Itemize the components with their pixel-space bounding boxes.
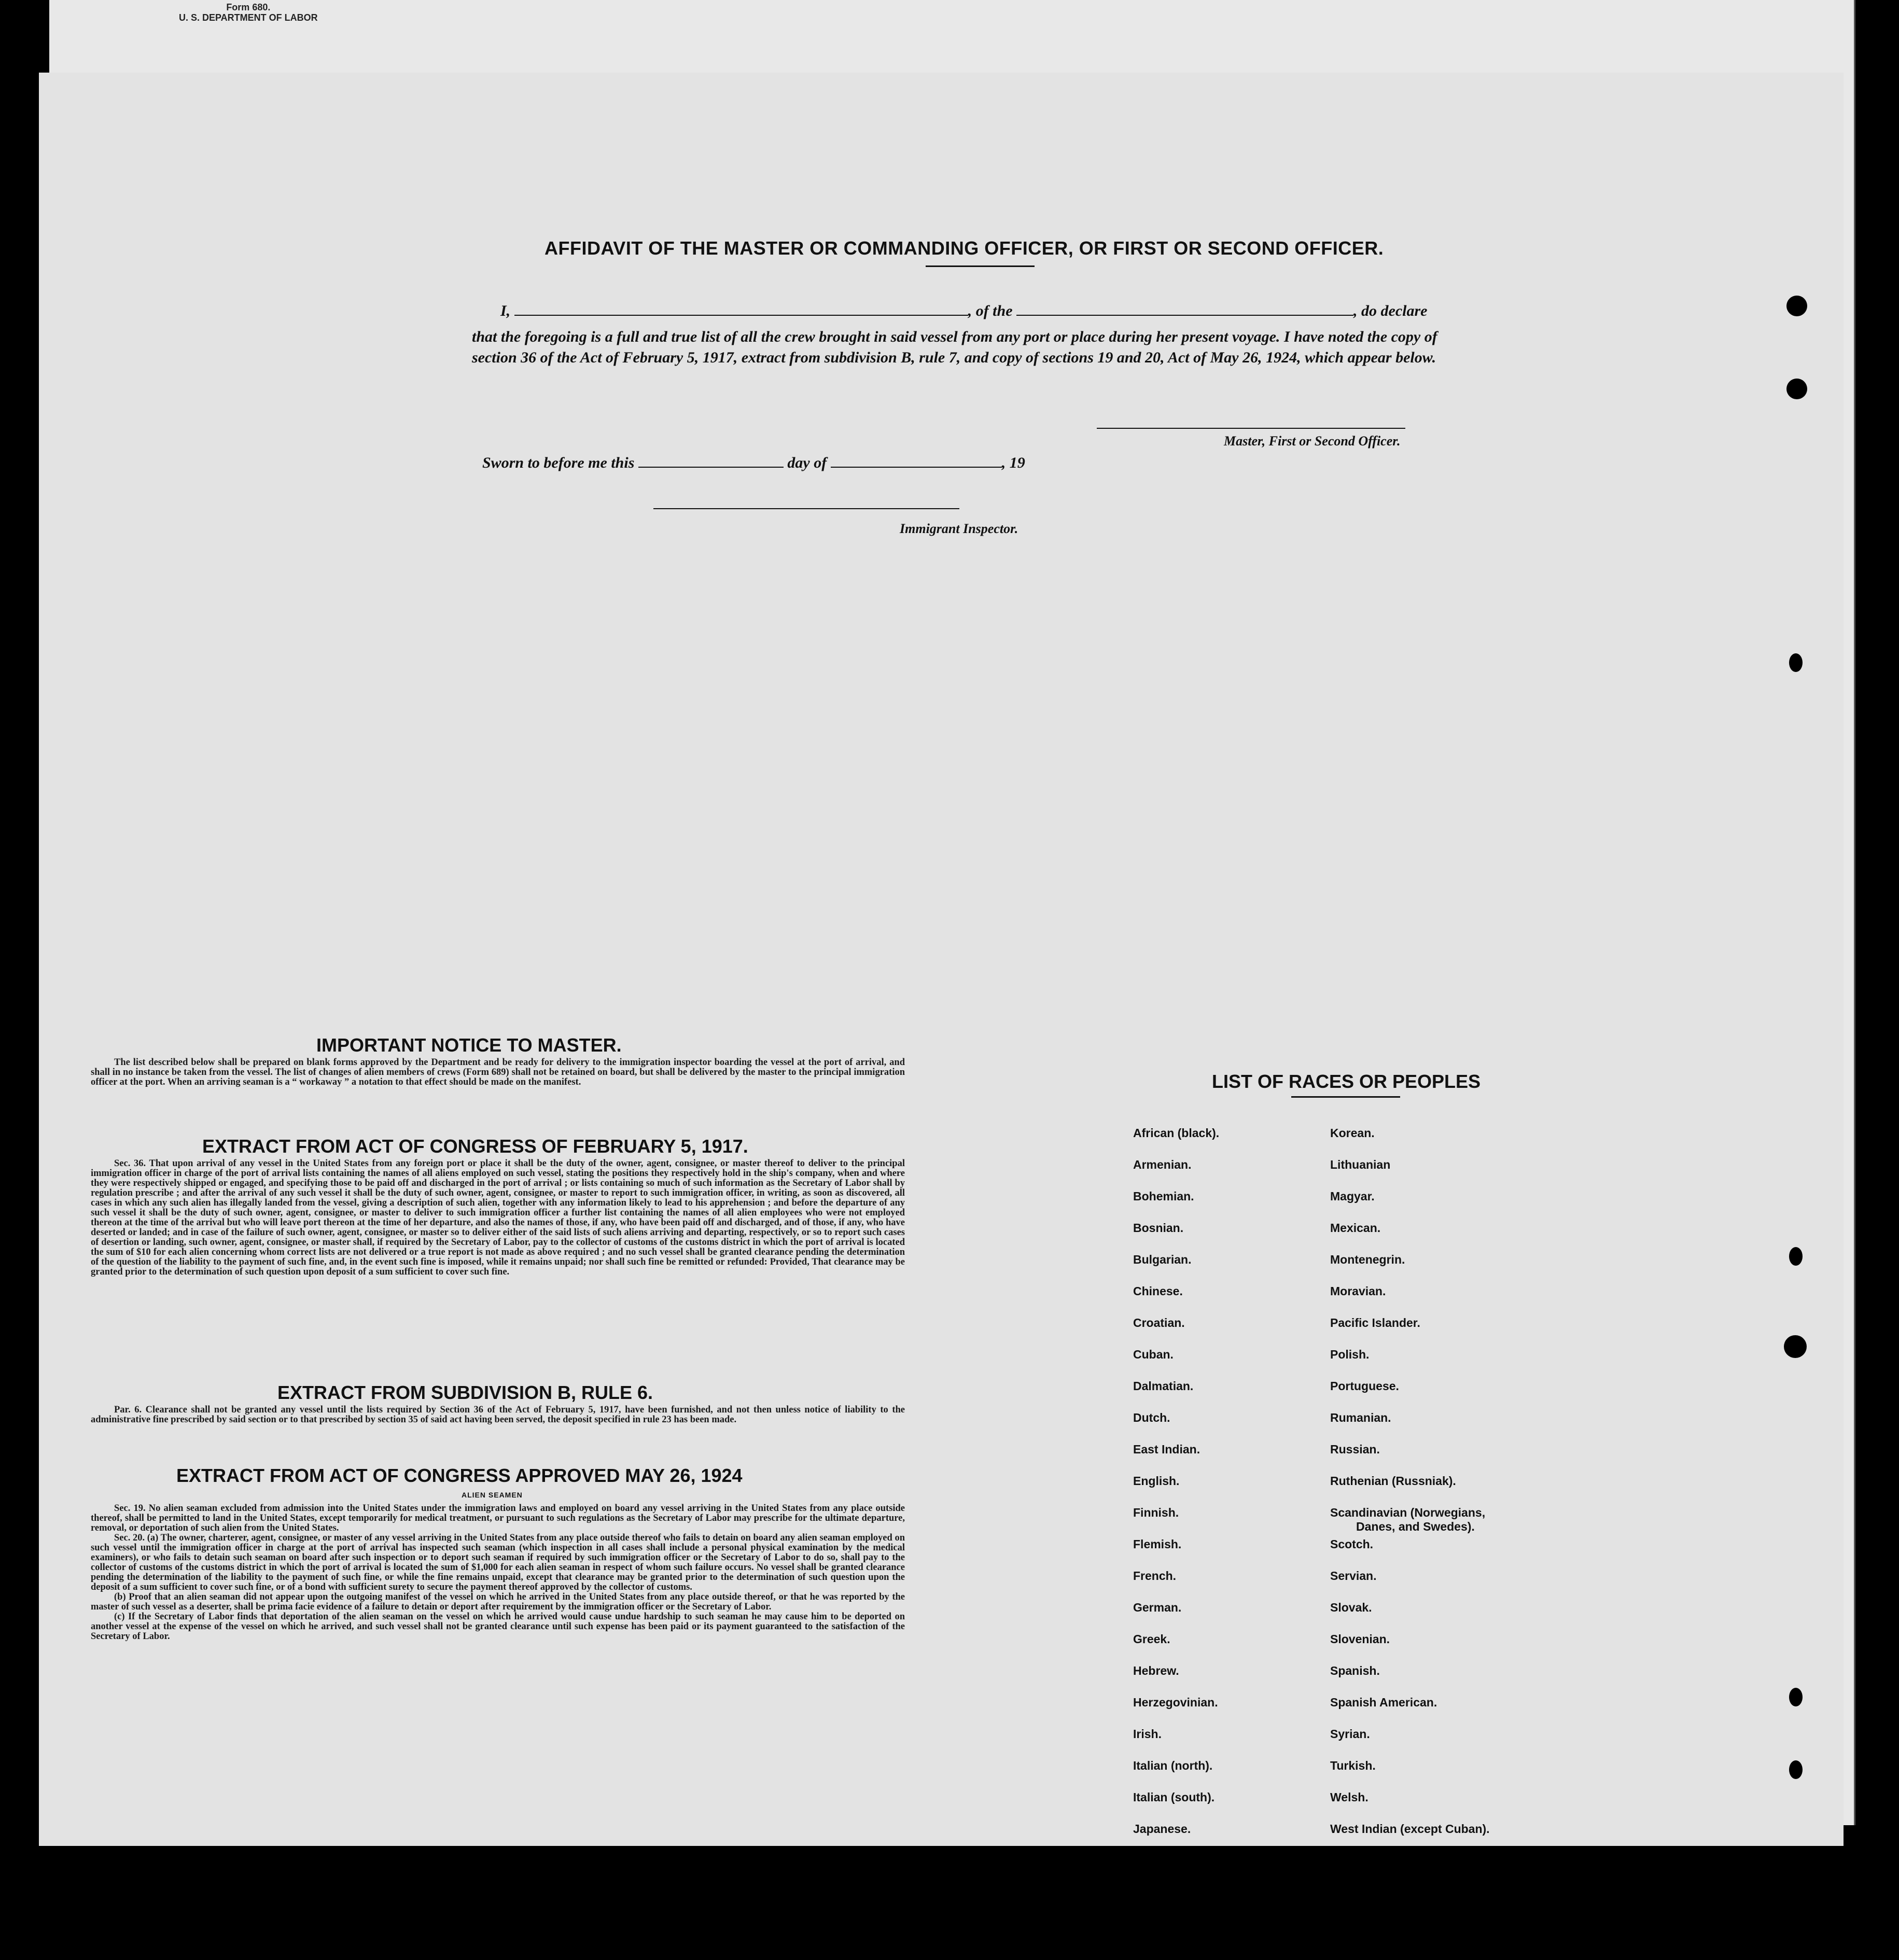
- section-36-paragraph: Sec. 36. That upon arrival of any vessel in the United States from any foreign port or place it shall be the duty of the owner, agent, consignee, or master thereof to deliver to the principal immigration officer in charge of the port of arrival lists containing the names of all aliens employed on such vessel, stating the positions they respectively hold in the ship's company, when and where they were respectively shipped or engaged, and specifying those to be paid off and discharged in the port of arrival ; or lists containing so much of such information as the Secretary of Labor shall by regulation prescribe ; and after the arrival of any such vessel it shall be the duty of such owner, agent, consignee, or master to report to such immigration officer, in writing, as soon as discovered, all cases in which any such alien has illegally landed from the vessel, giving a description of such alien, together with any information likely to lead to his apprehension ; and before the departure of any such vessel it shall be the duty of such owner, agent, consignee, or master to deliver to such immigration officer a further list containing the names of all alien employees who were not employed thereon at the time of the arrival but who will leave port thereon at the time of her departure, and also the names of those, if any, who have been paid off and discharged, and of those, if any, who have deserted or landed; and in case of the failure of such owner, agent, consignee, or master so to deliver either of the said lists of such aliens arriving and departing, respectively, or so to report such cases of desertion or landing, such owner, agent, consignee, or master shall, if required by the Secretary of Labor, pay to the collector of customs of the customs district in which the port of arrival is located the sum of $10 for each alien concerning whom correct lists are not delivered or a true report is not made as above required ; and no such vessel shall be granted clearance pending the determination of the question of the liability to the payment of such fine, and, in the event such fine is imposed, while it remains unpaid; nor shall such fine be remitted or refunded: Provided, That clearance may be granted prior to the determination of such question upon deposit of a sum sufficient to cover such fine.: [91, 1158, 905, 1277]
- affidavit-do-declare: , do declare: [1353, 302, 1428, 319]
- race-item: Lithuanian: [1330, 1158, 1391, 1171]
- race-item: Moravian.: [1330, 1284, 1386, 1298]
- notice-title: IMPORTANT NOTICE TO MASTER.: [316, 1034, 622, 1056]
- sworn-line: [482, 453, 1496, 473]
- race-item: Croatian.: [1133, 1316, 1185, 1329]
- notice-text: [91, 1058, 905, 1087]
- extract-1917-text: [91, 1159, 905, 1277]
- inspector-caption: Immigrant Inspector.: [900, 521, 1018, 536]
- race-item: Scandinavian (Norwegians,: [1330, 1506, 1486, 1519]
- section-20b-paragraph: (b) Proof that an alien seaman did not appear upon the outgoing manifest of the vessel on which he arrived in the United States from any place outside thereof, or that he was reported by the master of such vessel as a deserter, shall be prima facie evidence of a failure to detain or deport after requirement by the immigration officer or the Secretary of Labor.: [91, 1592, 905, 1612]
- race-item: Mexican.: [1330, 1221, 1381, 1235]
- race-item: Bulgarian.: [1133, 1253, 1192, 1266]
- race-item: Pacific Islander.: [1330, 1316, 1420, 1329]
- affidavit-title: AFFIDAVIT OF THE MASTER OR COMMANDING OFFICER, OR FIRST OR SECOND OFFICER.: [544, 237, 1384, 259]
- year-text: , 19: [1001, 454, 1025, 471]
- race-item: Chinese.: [1133, 1284, 1183, 1298]
- race-item: German.: [1133, 1601, 1182, 1614]
- race-item: Korean.: [1330, 1126, 1375, 1140]
- section-20a-paragraph: Sec. 20. (a) The owner, charterer, agent, consignee, or master of any vessel arriving in the United States from any place outside thereof who fails to detain on board any alien seaman employed on such vessel until the immigration officer in charge at the port of arrival has inspected such seaman (which inspection in all cases shall include a personal physical examination by the medical examiners), or who fails to detain such seaman on board after such inspection or to deport such seaman if required by such immigration officer or the Secretary of Labor to do so, shall pay to the collector of customs of the customs district in which the port of arrival is located the sum of $1,000 for each alien seaman in respect of whom such failure occurs. No vessel shall be granted clearance pending the determination of the liability to the payment of such fine, or while the fine remains unpaid, except that clearance may be granted prior to the determination of such question upon the deposit of a sum sufficient to cover such fine, or of a bond with sufficient surety to secure the payment thereof approved by the collector of customs.: [91, 1533, 905, 1592]
- rule-6-text: [91, 1405, 905, 1425]
- extract-1924-text: [91, 1504, 905, 1642]
- form-number: Form 680.: [226, 2, 271, 12]
- race-item: Irish.: [1133, 1727, 1162, 1741]
- race-item: Flemish.: [1133, 1537, 1182, 1551]
- race-item: Portuguese.: [1330, 1379, 1399, 1393]
- races-title: LIST OF RACES OR PEOPLES: [1212, 1071, 1481, 1092]
- affidavit-of-the: , of the: [968, 302, 1013, 319]
- race-item: Syrian.: [1330, 1727, 1370, 1741]
- title-underline: [926, 265, 1035, 267]
- race-item-scandinavian: [1330, 1506, 1490, 1537]
- punch-hole: [1789, 1760, 1803, 1779]
- affidavit-i: I,: [500, 302, 511, 319]
- extract-1924-title: EXTRACT FROM ACT OF CONGRESS APPROVED MAY 26, 1924: [176, 1465, 743, 1486]
- race-item: Greek.: [1133, 1632, 1170, 1646]
- race-item: Slovak.: [1330, 1601, 1372, 1614]
- race-item: Armenian.: [1133, 1158, 1192, 1171]
- race-item: Slovenian.: [1330, 1632, 1390, 1646]
- race-item: Dalmatian.: [1133, 1379, 1194, 1393]
- inspector-signature-line[interactable]: [653, 508, 959, 509]
- race-item: Japanese.: [1133, 1822, 1191, 1836]
- master-signature-line[interactable]: [1097, 428, 1405, 429]
- race-item: Magyar.: [1330, 1189, 1375, 1203]
- race-item: Welsh.: [1330, 1790, 1369, 1804]
- punch-hole: [1789, 653, 1803, 672]
- punch-hole: [1784, 1335, 1807, 1358]
- document-page: [39, 73, 1844, 1846]
- affidavit-body: that the foregoing is a full and true list of all the crew brought in said vessel from any port or place during her present voyage. I have noted the copy of section 36 of the Act of February 5, 1917, extract from subdivision B, rule 7, and copy of sections 19 and 20, Act of May 26, 1924, which appear below.: [472, 328, 1437, 366]
- race-item: Servian.: [1330, 1569, 1377, 1583]
- race-item: West Indian (except Cuban).: [1330, 1822, 1490, 1836]
- punch-hole: [1789, 1247, 1803, 1266]
- race-item: Montenegrin.: [1330, 1253, 1405, 1266]
- race-item: English.: [1133, 1474, 1180, 1488]
- section-19-paragraph: Sec. 19. No alien seaman excluded from admission into the United States under the immigration laws and employed on board any vessel arriving in the United States from any place outside thereof, shall be permitted to land in the United States, except temporarily for medical treatment, or pursuant to such regulations as the Secretary of Labor may prescribe for the ultimate departure, removal, or deportation of such alien from the United States.: [91, 1503, 905, 1533]
- race-item: Ruthenian (Russniak).: [1330, 1474, 1456, 1488]
- extract-1917-title: EXTRACT FROM ACT OF CONGRESS OF FEBRUARY 5, 1917.: [202, 1136, 748, 1157]
- department-name: U. S. DEPARTMENT OF LABOR: [179, 12, 318, 23]
- race-item: Russian.: [1330, 1443, 1380, 1456]
- name-field[interactable]: [514, 303, 968, 316]
- race-item: Cuban.: [1133, 1348, 1174, 1361]
- punch-hole: [1786, 296, 1807, 316]
- race-item: Italian (north).: [1133, 1759, 1213, 1772]
- race-item: Bohemian.: [1133, 1189, 1194, 1203]
- punch-hole: [1789, 1688, 1803, 1706]
- section-20c-paragraph: (c) If the Secretary of Labor finds that deportation of the alien seaman on the vessel on which he arrived would cause undue hardship to such seaman he may cause him to be deported on another vessel at the expense of the vessel on which he arrived, and such vessel shall not be granted clearance until such expense has been paid or its payment guaranteed to the satisfaction of the Secretary of Labor.: [91, 1612, 905, 1642]
- alien-seamen-subtitle: ALIEN SEAMEN: [462, 1491, 523, 1499]
- rule-6-paragraph: Par. 6. Clearance shall not be granted any vessel until the lists required by Section 36 of the Act of February 5, 1917, have been furnished, and not then unless notice of liability to the administrative fine prescribed by said section or to that prescribed by section 35 of said act having been served, the deposit specified in rule 23 has been made.: [91, 1405, 905, 1425]
- race-item: Bosnian.: [1133, 1221, 1184, 1235]
- master-caption: Master, First or Second Officer.: [1224, 433, 1401, 449]
- punch-hole: [1786, 379, 1807, 399]
- race-item: Hebrew.: [1133, 1664, 1179, 1677]
- affidavit-declaration-line: [472, 301, 1486, 321]
- race-item: Turkish.: [1330, 1759, 1376, 1772]
- race-item: Spanish American.: [1330, 1696, 1437, 1709]
- sworn-month-field[interactable]: [831, 455, 1002, 468]
- form-header: [179, 3, 318, 23]
- sworn-text: Sworn to before me this: [482, 454, 635, 471]
- races-column-1: [1133, 1126, 1219, 1854]
- race-item: Spanish.: [1330, 1664, 1380, 1677]
- notice-paragraph: The list described below shall be prepared on blank forms approved by the Department and be ready for delivery to the immigration inspector boarding the vessel at the port of arrival, and shall in no instance be taken from the vessel. The list of changes of alien members of crews (Form 689) shall not be retained on board, but shall be delivered by the master to the principal immigration officer at the port. When an arriving seaman is a “ workaway ” a notation to that effect should be made on the manifest.: [91, 1057, 905, 1087]
- race-item: Polish.: [1330, 1348, 1370, 1361]
- race-item: French.: [1133, 1569, 1177, 1583]
- race-item: Dutch.: [1133, 1411, 1170, 1424]
- race-item: East Indian.: [1133, 1443, 1200, 1456]
- vessel-field[interactable]: [1016, 303, 1353, 316]
- race-item: Herzegovinian.: [1133, 1696, 1218, 1709]
- races-column-2: [1330, 1126, 1490, 1854]
- rule-6-title: EXTRACT FROM SUBDIVISION B, RULE 6.: [277, 1382, 653, 1403]
- race-item: African (black).: [1133, 1126, 1220, 1140]
- race-item: Rumanian.: [1330, 1411, 1391, 1424]
- race-item: Scotch.: [1330, 1537, 1374, 1551]
- race-item: Finnish.: [1133, 1506, 1179, 1519]
- sworn-day-field[interactable]: [638, 455, 784, 468]
- day-of-text: day of: [787, 454, 827, 471]
- races-underline: [1291, 1096, 1400, 1098]
- race-item-continuation: Danes, and Swedes).: [1356, 1520, 1475, 1533]
- race-item: Italian (south).: [1133, 1790, 1215, 1804]
